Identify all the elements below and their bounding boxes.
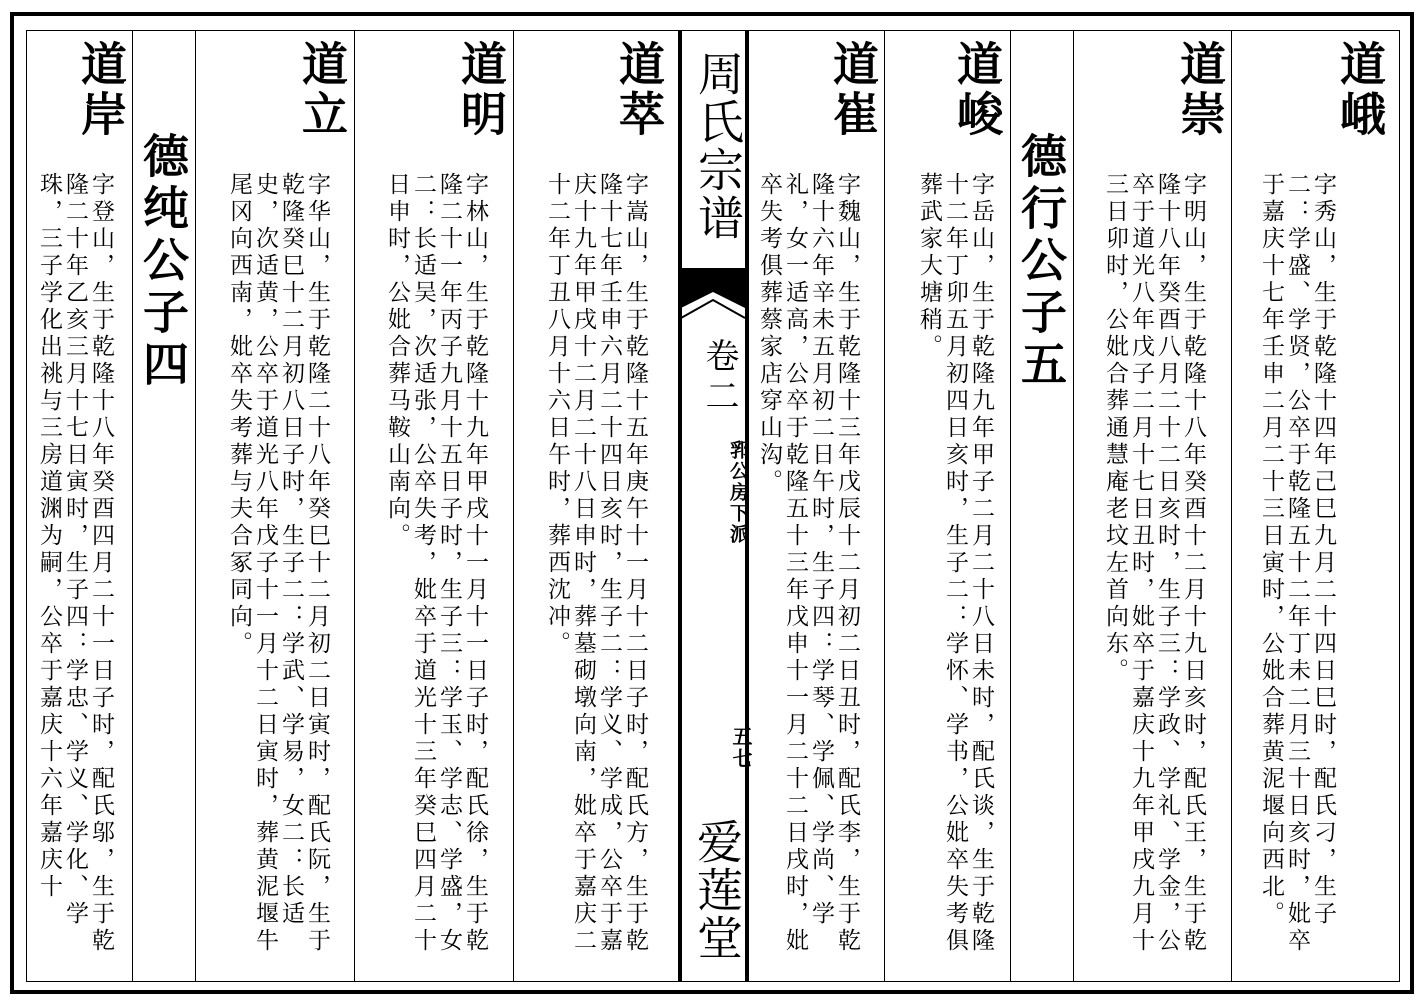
genealogy-title: 周氏宗谱 (691, 50, 745, 242)
column-divider (132, 30, 133, 982)
fishtail-ornament (681, 268, 745, 332)
person-bio: 字岳山，生于乾隆九年甲子二月二十八日未时，配氏谈，生于乾隆十二年丁卯五月初四日亥时，生子二：学怀、学书，公妣卒失考俱葬武家大塘稍。 (916, 172, 994, 955)
person-name: 道峨 (1333, 40, 1387, 140)
person-bio: 字华山，生于乾隆二十八年癸巳十二月初二日寅时，配氏阮，生于乾隆癸巳十二月初八日子时，生子二：学武、学易，女二：长适史，次适黄，公卒于道光八年戊子十一月十二日寅时，葬黄泥堰牛尾冈向西南，妣卒失考葬与夫合冢同向。 (226, 172, 330, 955)
volume-label: 卷二 (699, 338, 739, 418)
person-name: 道崇 (1173, 40, 1227, 140)
person-bio: 字明山，生于乾隆十八年癸酉十二月十九日亥时，配氏王，生于乾隆十八年癸酉八月二十二日亥时，生子三：学政、学礼、学金，公卒于道光八年戊子二月十七日丑时，妣卒于嘉庆十九年甲戌九月十三日卯时，公妣合葬通慧庵老坟左首向东。 (1102, 172, 1206, 955)
person-name: 道明 (454, 40, 508, 140)
center-fold-left-line (678, 30, 682, 982)
branch-label: 郛公房下派 (727, 440, 749, 545)
person-bio: 字秀山，生于乾隆十四年己巳九月二十四日巳时，配氏刁，生子二：学盛、学贤，公卒于乾隆五十二年丁未二月三十日亥时，妣卒于嘉庆十七年壬申二月二十三日寅时，公妣合葬黄泥堰向西北。 (1258, 172, 1336, 955)
column-divider (195, 30, 196, 982)
generation-heading: 德行公子五 (1014, 132, 1068, 392)
column-divider (884, 30, 885, 982)
generation-heading: 德纯公子四 (136, 132, 190, 392)
page-number: 五七 (729, 726, 753, 770)
column-divider (354, 30, 355, 982)
person-bio: 字嵩山，生于乾隆十五年庚午十一月十二日子时，配氏方，生于乾隆十七年壬申六月二十四日亥时，生子二：学义、学成，公卒于嘉庆十九年甲戌十二月二十八日申时，葬墓砌墩向南，妣卒于嘉庆二十二年丁丑八月十六日午时，葬西沈冲。 (544, 172, 648, 955)
person-name: 道崔 (826, 40, 880, 140)
person-name: 道萃 (612, 40, 666, 140)
column-divider (1231, 30, 1232, 982)
person-bio: 字登山，生于乾隆十八年癸酉四月二十一日子时，配氏邬，生于乾隆二十年乙亥三月十七日寅时，生子四：学忠、学义、学化、学珠，三子学化出祧与三房道渊为嗣，公卒于嘉庆十六年嘉庆十 (36, 172, 114, 955)
person-name: 道峻 (950, 40, 1004, 140)
column-divider (1073, 30, 1074, 982)
person-name: 道岸 (74, 40, 128, 140)
person-bio: 字魏山，生于乾隆十三年戊辰十二月初二日丑时，配氏李，生于乾隆十六年辛未五月初二日午时，生子四：学琴、学佩、学尚、学礼，女一适高，公卒于乾隆五十三年戊申十一月二十二日戌时，妣卒失考俱葬蔡家店穿山沟。 (756, 172, 860, 955)
person-name: 道立 (295, 40, 349, 140)
column-divider (1010, 30, 1011, 982)
column-divider (513, 30, 514, 982)
hall-name: 爱莲堂 (690, 818, 744, 962)
person-bio: 字林山，生于乾隆十九年甲戌十一月十一日子时，配氏徐，生于乾隆二十一年丙子九月十五日子时，生子三：学玉、学志、学盛，女二：长适吴，次适张，公卒失考，妣卒于道光十三年癸巳四月二十日申时，公妣合葬马鞍山南向。 (384, 172, 488, 955)
